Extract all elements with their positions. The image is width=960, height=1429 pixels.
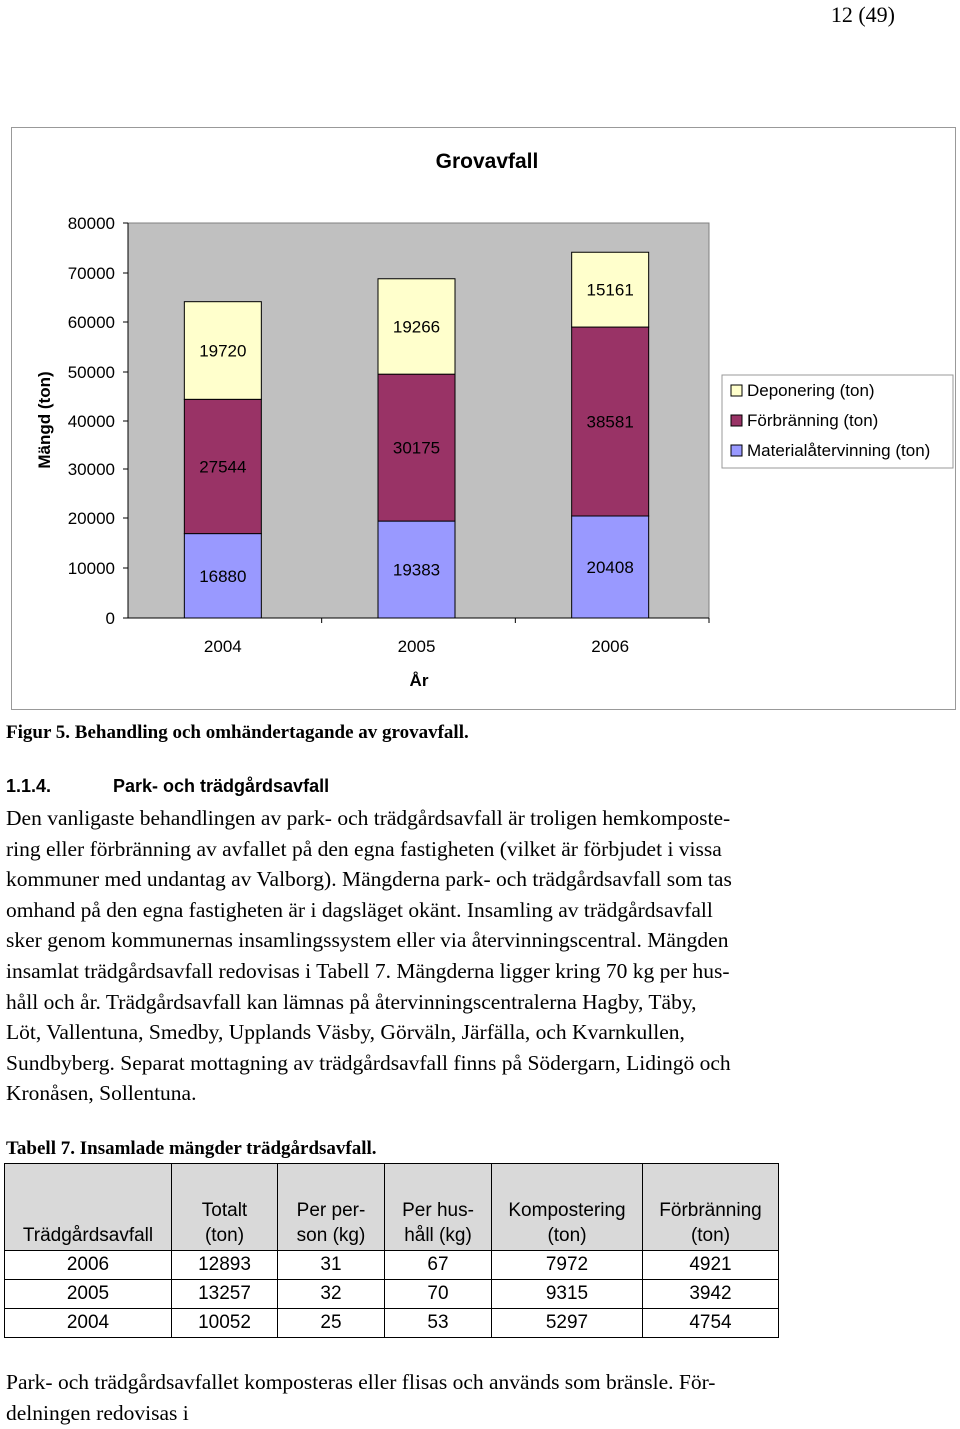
table-cell: 2005 [5, 1280, 172, 1309]
body-line: ring eller förbränning av avfallet på den egna fastigheten (vilket är förbjudet i vissa [6, 836, 722, 861]
y-tick-label: 80000 [67, 214, 115, 233]
table-cell: 25 [278, 1309, 385, 1338]
x-axis-label: År [409, 671, 429, 690]
data-label: 15161 [586, 280, 634, 300]
section-number: 1.1.4. [6, 776, 52, 796]
legend-label: Förbränning (ton) [747, 411, 879, 430]
body-line: Kronåsen, Sollentuna. [6, 1081, 197, 1106]
table-cell: 2006 [5, 1251, 172, 1280]
table-cell: 7972 [492, 1251, 643, 1280]
legend-label: Deponering (ton) [747, 381, 875, 400]
y-tick-label: 60000 [67, 313, 115, 332]
stacked-bar-chart [12, 128, 957, 711]
table-cell: 31 [278, 1251, 385, 1280]
data-label: 38581 [586, 412, 634, 432]
y-tick-label: 10000 [67, 559, 115, 578]
body-line: delningen redovisas i [6, 1400, 189, 1425]
legend-label: Materialåtervinning (ton) [747, 441, 931, 460]
body-line: håll och år. Trädgårdsavfall kan lämnas på återvinningscentralerna Hagby, Täby, [6, 989, 697, 1014]
body-line: sker genom kommunernas insamlingssystem eller via återvinningscentral. Mängden [6, 928, 729, 953]
header-cell: Kompostering (ton) [492, 1164, 643, 1251]
x-tick-label: 2005 [397, 637, 436, 656]
y-tick-label: 40000 [67, 412, 115, 431]
page-number: 12 (49) [830, 2, 895, 27]
legend-swatch [731, 415, 742, 426]
header-cell: Trädgårdsavfall [5, 1164, 172, 1251]
header-cell: Totalt (ton) [172, 1164, 278, 1251]
x-tick-label: 2006 [591, 637, 630, 656]
table-cell: 2004 [5, 1309, 172, 1338]
section-title: Park- och trädgårdsavfall [113, 776, 330, 796]
table-cell: 4754 [643, 1309, 779, 1338]
table-cell: 4921 [643, 1251, 779, 1280]
body-line: insamlat trädgårdsavfall redovisas i Tabell 7. Mängderna ligger kring 70 kg per hus- [6, 958, 730, 983]
data-label: 19266 [392, 317, 441, 337]
y-tick-label: 50000 [67, 363, 115, 382]
table-cell: 12893 [172, 1251, 278, 1280]
table-row [5, 1251, 779, 1280]
chart-container [11, 127, 956, 710]
body-paragraph [6, 803, 906, 1109]
y-tick-label: 70000 [67, 264, 115, 283]
table-cell: 32 [278, 1280, 385, 1309]
data-label: 20408 [586, 558, 634, 578]
garden-waste-table [4, 1163, 779, 1338]
table-cell: 70 [385, 1280, 492, 1309]
table-cell: 9315 [492, 1280, 643, 1309]
table-cell: 10052 [172, 1309, 278, 1338]
body-line: Löt, Vallentuna, Smedby, Upplands Väsby, Görväln, Järfälla, och Kvarnkullen, [6, 1020, 685, 1045]
header-cell: Förbränning (ton) [643, 1164, 779, 1251]
table-row [5, 1280, 779, 1309]
y-tick-label: 20000 [67, 509, 115, 528]
table-cell: 53 [385, 1309, 492, 1338]
data-label: 27544 [199, 457, 247, 477]
header-cell: Per per- son (kg) [278, 1164, 385, 1251]
chart-title: Grovavfall [435, 150, 539, 173]
header-cell: Per hus- håll (kg) [385, 1164, 492, 1251]
table-header-row [5, 1164, 779, 1251]
y-tick-label: 30000 [67, 460, 115, 479]
closing-paragraph [6, 1367, 906, 1428]
table-cell: 3942 [643, 1280, 779, 1309]
figure-caption: Figur 5. Behandling och omhändertagande av grovavfall. [6, 722, 469, 743]
body-line: Den vanligaste behandlingen av park- och trädgårdsavfall är troligen hemkomposte- [6, 806, 731, 830]
data-label: 19720 [199, 341, 247, 361]
legend-swatch [731, 385, 742, 396]
table-cell: 5297 [492, 1309, 643, 1338]
section-heading [6, 776, 329, 797]
table-caption: Tabell 7. Insamlade mängder trädgårdsavfall. [6, 1138, 377, 1159]
data-label: 30175 [392, 438, 441, 458]
data-label: 16880 [199, 566, 247, 586]
y-axis-label: Mängd (ton) [35, 371, 54, 469]
y-tick-label: 0 [105, 609, 115, 628]
table-row [5, 1309, 779, 1338]
legend-swatch [731, 445, 742, 456]
data-label: 19383 [392, 560, 441, 580]
x-tick-label: 2004 [203, 637, 242, 656]
table-cell: 13257 [172, 1280, 278, 1309]
body-line: Park- och trädgårdsavfallet komposteras eller flisas och används som bränsle. För- [6, 1370, 716, 1394]
body-line: Sundbyberg. Separat mottagning av trädgårdsavfall finns på Södergarn, Lidingö och [6, 1050, 731, 1075]
body-line: kommuner med undantag av Valborg). Mängderna park- och trädgårdsavfall som tas [6, 867, 732, 892]
table-cell: 67 [385, 1251, 492, 1280]
body-line: omhand på den egna fastigheten är i dagsläget okänt. Insamling av trädgårdsavfall [6, 897, 713, 922]
